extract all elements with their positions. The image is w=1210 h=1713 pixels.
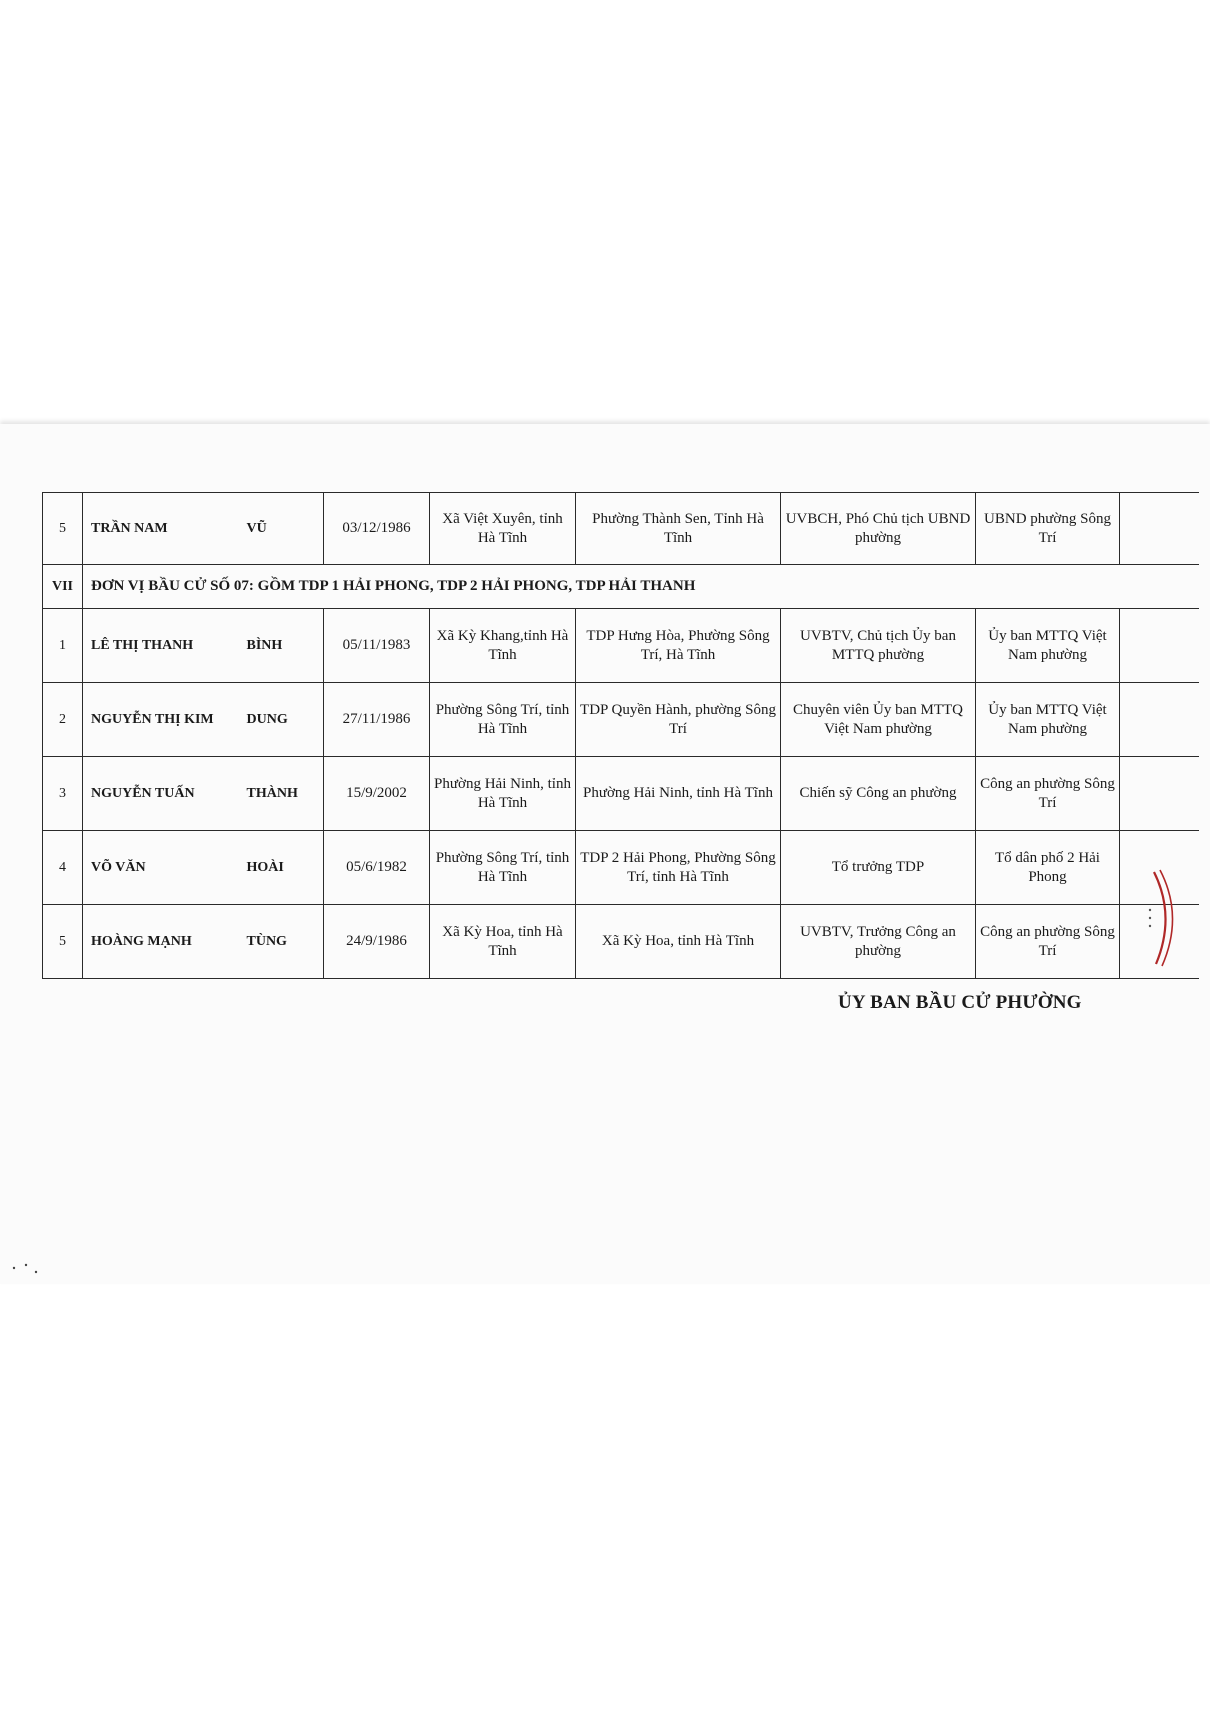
blank-cell	[1120, 493, 1199, 565]
birth-date: 03/12/1986	[324, 493, 430, 565]
residence: TDP Quyền Hành, phường Sông Trí	[576, 683, 781, 757]
birth-date: 24/9/1986	[324, 905, 430, 979]
hometown: Phường Hải Ninh, tỉnh Hà Tĩnh	[430, 757, 576, 831]
candidate-table	[42, 492, 1199, 979]
row-number: 1	[43, 609, 83, 683]
row-number: 5	[43, 493, 83, 565]
candidate-given-name: BÌNH	[243, 609, 324, 683]
candidate-name: NGUYỄN TUẤN	[83, 757, 243, 831]
section-header-row	[43, 565, 1199, 609]
hometown: Xã Việt Xuyên, tỉnh Hà Tĩnh	[430, 493, 576, 565]
position: Tổ trưởng TDP	[781, 831, 976, 905]
section-code: VII	[43, 565, 83, 609]
workplace: UBND phường Sông Trí	[976, 493, 1120, 565]
scan-speck-mark	[10, 1258, 50, 1278]
candidate-given-name: VŨ	[243, 493, 324, 565]
row-number: 2	[43, 683, 83, 757]
residence: TDP Hưng Hòa, Phường Sông Trí, Hà Tĩnh	[576, 609, 781, 683]
row-number: 5	[43, 905, 83, 979]
birth-date: 27/11/1986	[324, 683, 430, 757]
table-row	[43, 905, 1199, 979]
hometown: Phường Sông Trí, tỉnh Hà Tĩnh	[430, 683, 576, 757]
stamp-edge-mark	[1146, 868, 1186, 968]
candidate-given-name: DUNG	[243, 683, 324, 757]
signature-title: ỦY BAN BẦU CỬ PHƯỜNG	[838, 992, 1082, 1013]
blank-cell	[1120, 683, 1199, 757]
birth-date: 05/11/1983	[324, 609, 430, 683]
blank-cell	[1120, 609, 1199, 683]
position: Chuyên viên Ủy ban MTTQ Việt Nam phường	[781, 683, 976, 757]
hometown: Xã Kỳ Hoa, tỉnh Hà Tĩnh	[430, 905, 576, 979]
candidate-name: LÊ THỊ THANH	[83, 609, 243, 683]
workplace: Ủy ban MTTQ Việt Nam phường	[976, 683, 1120, 757]
workplace: Công an phường Sông Trí	[976, 757, 1120, 831]
table-row	[43, 683, 1199, 757]
position: UVBTV, Chủ tịch Ủy ban MTTQ phường	[781, 609, 976, 683]
position: Chiến sỹ Công an phường	[781, 757, 976, 831]
workplace: Tổ dân phố 2 Hải Phong	[976, 831, 1120, 905]
position: UVBCH, Phó Chủ tịch UBND phường	[781, 493, 976, 565]
workplace: Ủy ban MTTQ Việt Nam phường	[976, 609, 1120, 683]
table-row	[43, 609, 1199, 683]
birth-date: 05/6/1982	[324, 831, 430, 905]
hometown: Xã Kỳ Khang,tỉnh Hà Tĩnh	[430, 609, 576, 683]
candidate-name: NGUYỄN THỊ KIM	[83, 683, 243, 757]
section-title: ĐƠN VỊ BẦU CỬ SỐ 07: GỒM TDP 1 HẢI PHONG, TDP 2 HẢI PHONG, TDP HẢI THANH	[83, 565, 1199, 609]
table-row	[43, 757, 1199, 831]
row-number: 4	[43, 831, 83, 905]
candidate-given-name: TÙNG	[243, 905, 324, 979]
residence: Phường Thành Sen, Tỉnh Hà Tĩnh	[576, 493, 781, 565]
residence: Xã Kỳ Hoa, tỉnh Hà Tĩnh	[576, 905, 781, 979]
birth-date: 15/9/2002	[324, 757, 430, 831]
table-row	[43, 493, 1199, 565]
hometown: Phường Sông Trí, tỉnh Hà Tĩnh	[430, 831, 576, 905]
table-row	[43, 831, 1199, 905]
candidate-name: TRẦN NAM	[83, 493, 243, 565]
residence: Phường Hải Ninh, tỉnh Hà Tĩnh	[576, 757, 781, 831]
position: UVBTV, Trưởng Công an phường	[781, 905, 976, 979]
candidate-name: VÕ VĂN	[83, 831, 243, 905]
row-number: 3	[43, 757, 83, 831]
candidate-given-name: THÀNH	[243, 757, 324, 831]
residence: TDP 2 Hải Phong, Phường Sông Trí, tỉnh Hà Tĩnh	[576, 831, 781, 905]
workplace: Công an phường Sông Trí	[976, 905, 1120, 979]
candidate-name: HOÀNG MẠNH	[83, 905, 243, 979]
blank-cell	[1120, 757, 1199, 831]
candidate-given-name: HOÀI	[243, 831, 324, 905]
